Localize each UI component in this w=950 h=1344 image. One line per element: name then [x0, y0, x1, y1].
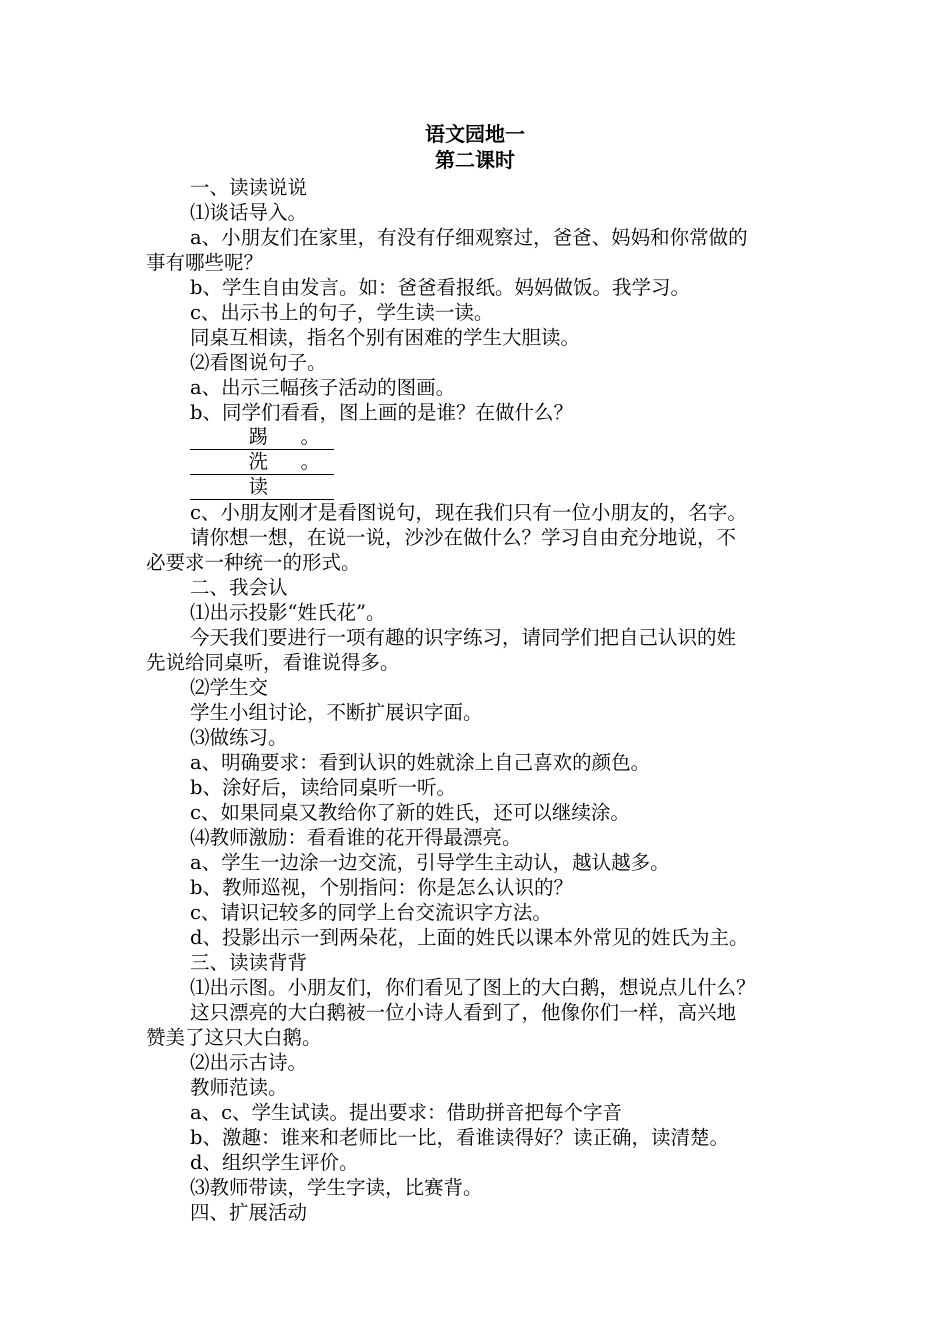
blank-line — [190, 425, 334, 450]
text-line: ⑴谈话导入。 — [190, 201, 308, 224]
text-line: 今天我们要进行一项有趣的识字练习，请同学们把自己认识的姓 — [190, 626, 737, 649]
text-line: 这只漂亮的大白鹅被一位小诗人看到了，他像你们一样，高兴地 — [190, 1001, 737, 1024]
paragraph-group — [146, 175, 810, 425]
text-line: ⑵出示古诗。 — [190, 1051, 308, 1074]
text-line: a、小朋友们在家里，有没有仔细观察过，爸爸、妈妈和你常做的 — [190, 226, 748, 249]
text-line: c、小朋友刚才是看图说句，现在我们只有一位小朋友的，名字。 — [190, 501, 747, 524]
text-line: 教师范读。 — [190, 1076, 288, 1099]
blank-end-mark: 。 — [300, 425, 320, 448]
blank-line — [190, 475, 334, 500]
page-title: 语文园地一 — [425, 122, 525, 146]
text-line: 二、我会认 — [190, 576, 288, 599]
text-line: 事有哪些呢？ — [146, 251, 264, 274]
fill-in-blanks — [146, 425, 810, 500]
text-line: d、组织学生评价。 — [190, 1151, 359, 1174]
text-line: 先说给同桌听，看谁说得多。 — [146, 651, 400, 674]
text-line: a、c、学生试读。提出要求：借助拼音把每个字音 — [190, 1101, 623, 1124]
text-line: 同桌互相读，指名个别有困难的学生大胆读。 — [190, 326, 581, 349]
text-line: ⑴出示图。小朋友们，你们看见了图上的大白鹅，想说点儿什么？ — [190, 976, 756, 999]
text-line: a、学生一边涂一边交流，引导学生主动认，越认越多。 — [190, 851, 670, 874]
text-line: d、投影出示一到两朵花，上面的姓氏以课本外常见的姓氏为主。 — [190, 926, 749, 949]
text-line: ⑶做练习。 — [190, 726, 288, 749]
document-body — [146, 175, 810, 1225]
text-line: 三、读读背背 — [190, 951, 308, 974]
text-line: ⑷教师激励：看看谁的花开得最漂亮。 — [190, 826, 522, 849]
text-line: ⑶教师带读，学生字读，比赛背。 — [190, 1176, 483, 1199]
blank-end-mark: 。 — [300, 450, 320, 473]
text-line: b、同学们看看，图上画的是谁？在做什么？ — [190, 401, 573, 424]
blank-verb: 读 — [248, 475, 268, 498]
blank-verb: 踢 — [248, 425, 268, 448]
blank-line — [190, 450, 334, 475]
text-line: a、出示三幅孩子活动的图画。 — [190, 376, 456, 399]
text-line: b、教师巡视，个别指问：你是怎么认识的？ — [190, 876, 573, 899]
text-line: 赞美了这只大白鹅。 — [146, 1026, 322, 1049]
text-line: 一、读读说说 — [190, 176, 308, 199]
text-line: ⑵学生交 — [190, 676, 269, 699]
paragraph-group — [146, 500, 810, 1225]
text-line: ⑴出示投影“姓氏花”。 — [190, 601, 386, 624]
text-line: c、出示书上的句子，学生读一读。 — [190, 301, 494, 324]
page-subtitle: 第二课时 — [435, 148, 515, 172]
text-line: a、明确要求：看到认识的姓就涂上自己喜欢的颜色。 — [190, 751, 651, 774]
text-line: 请你想一想，在说一说，沙沙在做什么？学习自由充分地说，不 — [190, 526, 737, 549]
text-line: c、如果同桌又教给你了新的姓氏，还可以继续涂。 — [190, 801, 630, 824]
text-line: b、涂好后，读给同桌听一听。 — [190, 776, 456, 799]
blank-verb: 洗 — [248, 450, 268, 473]
text-line: 四、扩展活动 — [190, 1201, 308, 1224]
text-line: b、激趣：谁来和老师比一比，看谁读得好？读正确，读清楚。 — [190, 1126, 729, 1149]
text-line: 必要求一种统一的形式。 — [146, 551, 361, 574]
text-line: b、学生自由发言。如：爸爸看报纸。妈妈做饭。我学习。 — [190, 276, 690, 299]
text-line: c、请识记较多的同学上台交流识字方法。 — [190, 901, 552, 924]
text-line: 学生小组讨论，不断扩展识字面。 — [190, 701, 483, 724]
text-line: ⑵看图说句子。 — [190, 351, 327, 374]
